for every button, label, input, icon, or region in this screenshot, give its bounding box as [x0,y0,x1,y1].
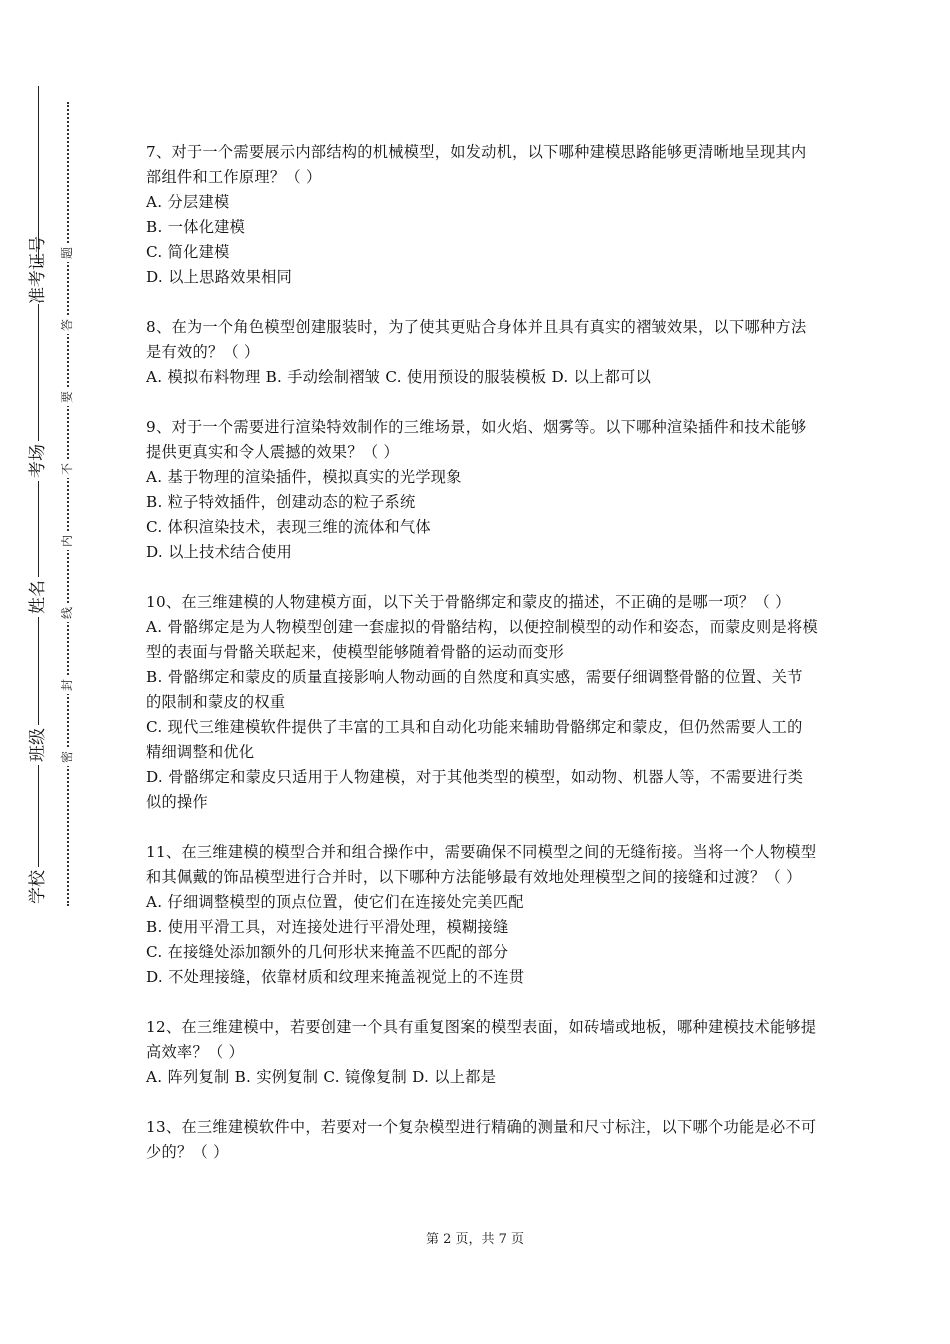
option: C. 在接缝处添加额外的几何形状来掩盖不匹配的部分 [146,943,509,961]
question-stem: 12、在三维建模中，若要创建一个具有重复图案的模型表面，如砖墙或地板，哪种建模技术能够提高效率？（ ） [146,1018,817,1061]
question-stem: 10、在三维建模的人物建模方面，以下关于骨骼绑定和蒙皮的描述，不正确的是哪一项？（ ） [146,593,791,611]
option: D. 不处理接缝，依靠材质和纹理来掩盖视觉上的不连贯 [146,968,525,986]
option: C. 现代三维建模软件提供了丰富的工具和自动化功能来辅助骨骼绑定和蒙皮，但仍然需要人工的精细调整和优化 [146,718,803,761]
seal-char: 内 [58,532,76,550]
binding-solid-line [38,86,39,906]
question-12 [146,1015,818,1090]
option: A. 模拟布料物理 B. 手动绘制褶皱 C. 使用预设的服装模板 D. 以上都可以 [146,368,652,386]
name-label: 姓名 [29,577,47,617]
option: D. 以上技术结合使用 [146,543,293,561]
question-9 [146,415,818,565]
seal-char: 不 [58,460,76,478]
option: C. 简化建模 [146,243,230,261]
school-label: 学校 [29,867,47,907]
option: A. 阵列复制 B. 实例复制 C. 镜像复制 D. 以上都是 [146,1068,497,1086]
seal-char: 要 [58,388,76,406]
exam-id-label: 准考证号 [28,236,48,304]
question-list [146,140,818,1190]
question-11 [146,840,818,990]
seal-char: 密 [58,748,76,766]
option: A. 仔细调整模型的顶点位置，使它们在连接处完美匹配 [146,893,524,911]
question-13 [146,1115,818,1165]
seal-char: 答 [58,316,76,334]
binding-dotted-line [67,102,69,906]
option: C. 体积渲染技术，表现三维的流体和气体 [146,518,431,536]
exam-room-label: 考场 [29,441,47,481]
option: A. 分层建模 [146,193,230,211]
option: A. 骨骼绑定是为人物模型创建一套虚拟的骨骼结构，以便控制模型的动作和姿态，而蒙皮则是将模型的表面与骨骼关联起来，使模型能够随着骨骼的运动而变形 [146,618,818,661]
question-stem: 9、对于一个需要进行渲染特效制作的三维场景，如火焰、烟雾等。以下哪种渲染插件和技术能够提供更真实和令人震撼的效果？（ ） [146,418,807,461]
option: B. 一体化建模 [146,218,246,236]
page-number: 第 2 页，共 7 页 [425,1232,525,1247]
option: A. 基于物理的渲染插件，模拟真实的光学现象 [146,468,462,486]
question-stem: 11、在三维建模的模型合并和组合操作中，需要确保不同模型之间的无缝衔接。当将一个人物模型和其佩戴的饰品模型进行合并时，以下哪种方法能够最有效地处理模型之间的接缝和过渡？（ ） [146,843,817,886]
option: B. 骨骼绑定和蒙皮的质量直接影响人物动画的自然度和真实感，需要仔细调整骨骼的位置、关节的限制和蒙皮的权重 [146,668,803,711]
question-stem: 7、对于一个需要展示内部结构的机械模型，如发动机，以下哪种建模思路能够更清晰地呈现其内部组件和工作原理？（ ） [146,143,807,186]
seal-char: 封 [58,676,76,694]
class-label: 班级 [29,725,47,765]
option: B. 使用平滑工具，对连接处进行平滑处理，模糊接缝 [146,918,509,936]
seal-char: 题 [58,244,76,262]
question-stem: 8、在为一个角色模型创建服装时，为了使其更贴合身体并且具有真实的褶皱效果，以下哪种方法是有效的？（ ） [146,318,807,361]
option: B. 粒子特效插件，创建动态的粒子系统 [146,493,416,511]
question-8 [146,315,818,390]
question-7 [146,140,818,290]
option: D. 以上思路效果相同 [146,268,293,286]
seal-char: 线 [58,604,76,622]
option: D. 骨骼绑定和蒙皮只适用于人物建模，对于其他类型的模型，如动物、机器人等，不需要进行类似的操作 [146,768,804,811]
question-10 [146,590,818,815]
question-stem: 13、在三维建模软件中，若要对一个复杂模型进行精确的测量和尺寸标注，以下哪个功能是必不可少的？（ ） [146,1118,817,1161]
